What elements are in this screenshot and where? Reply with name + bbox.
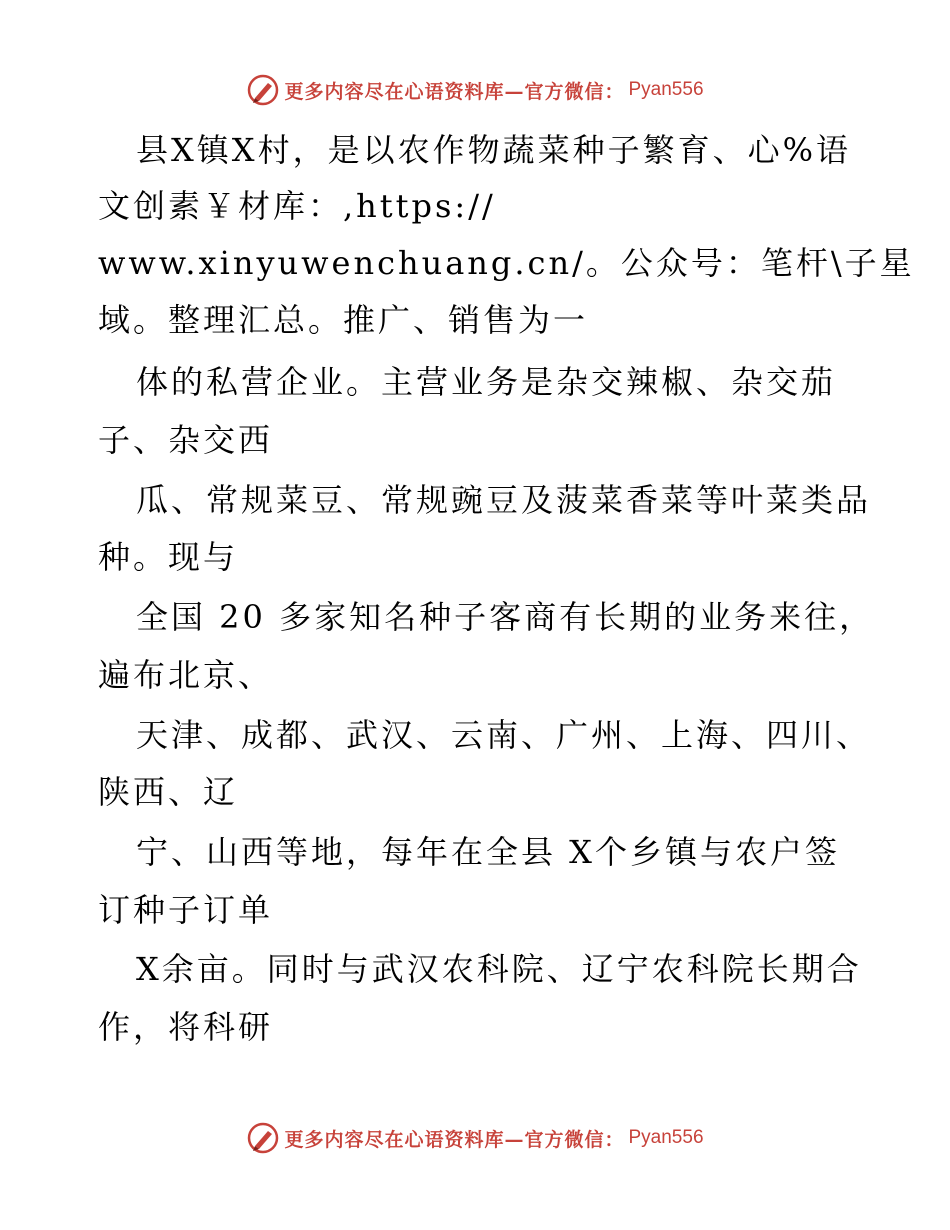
footer-banner	[0, 1118, 950, 1158]
body-line-2: 文创素￥材库：,https://	[98, 187, 496, 225]
body-line-3: www.xinyuwenchuang.cn/。公众号：笔杆\子星	[98, 244, 915, 282]
body-line-13: 宁、山西等地，每年在全县 X个乡镇与农户签	[136, 833, 840, 871]
body-line-11: 天津、成都、武汉、云南、广州、上海、四川、	[136, 716, 872, 754]
body-line-14: 订种子订单	[98, 891, 274, 929]
body-line-15: X余亩。同时与武汉农科院、辽宁农科院长期合	[136, 950, 862, 988]
body-line-1: 县X镇X村，是以农作物蔬菜种子繁育、心%语	[136, 131, 851, 169]
footer-banner-text: 更多内容尽在心语资料库—官方微信：	[284, 1128, 625, 1151]
footer-wechat-id: Pyan556	[628, 1127, 704, 1148]
header-wechat-id: Pyan556	[628, 79, 704, 100]
body-line-16: 作，将科研	[98, 1008, 274, 1046]
body-line-12: 陕西、辽	[98, 773, 239, 811]
body-line-6: 子、杂交西	[98, 421, 274, 459]
body-line-8: 种。现与	[98, 538, 239, 576]
pen-logo-icon	[246, 1121, 280, 1155]
body-line-5: 体的私营企业。主营业务是杂交辣椒、杂交茄	[136, 363, 837, 401]
body-line-10: 遍布北京、	[98, 656, 274, 694]
body-line-7: 瓜、常规菜豆、常规豌豆及菠菜香菜等叶菜类品	[136, 481, 872, 519]
body-line-4: 域。整理汇总。推广、销售为一	[98, 301, 589, 339]
header-banner-text: 更多内容尽在心语资料库—官方微信：	[284, 80, 625, 103]
body-line-9: 全国 20 多家知名种子客商有长期的业务来往，	[136, 598, 875, 636]
